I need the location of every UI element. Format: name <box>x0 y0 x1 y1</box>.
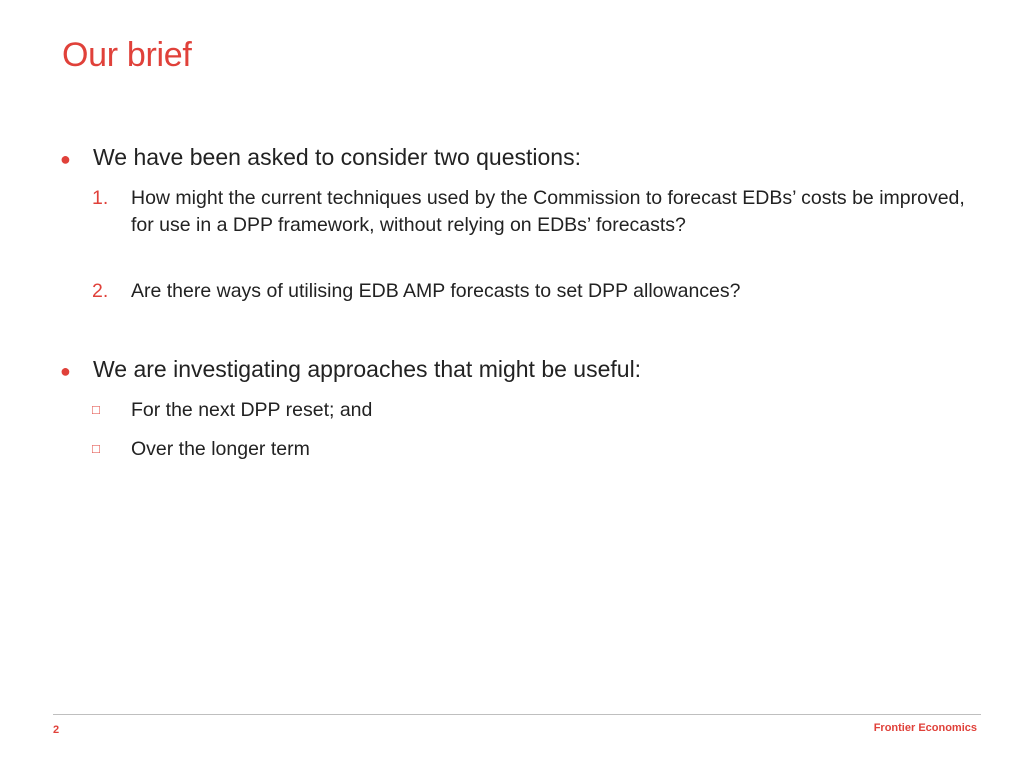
slide-title: Our brief <box>62 36 192 74</box>
footer-brand: Frontier Economics <box>873 722 977 734</box>
bullet-text: We have been asked to consider two questions: <box>93 144 581 170</box>
square-bullet-icon: □ <box>92 441 100 456</box>
square-bullet-icon: □ <box>92 402 100 417</box>
approach-item-1 <box>92 397 981 425</box>
page-number: 2 <box>53 724 60 736</box>
question-item-1 <box>92 185 981 239</box>
bullet-text: We are investigating approaches that might be useful: <box>93 356 642 382</box>
bullet-approaches <box>60 356 641 383</box>
question-text: Are there ways of utilising EDB AMP forecasts to set DPP allowances? <box>131 280 741 302</box>
approach-item-2 <box>92 436 981 464</box>
bullet-questions <box>60 144 581 171</box>
question-item-2 <box>92 278 981 305</box>
list-number: 1. <box>92 187 109 209</box>
approach-text: For the next DPP reset; and <box>131 399 373 421</box>
footer-divider <box>53 714 981 715</box>
bullet-dot-icon: ● <box>60 149 71 169</box>
list-number: 2. <box>92 280 109 302</box>
question-text: How might the current techniques used by the Commission to forecast EDBs’ costs be improved, for use in a DPP framework, without relying on EDBs’ forecasts? <box>131 187 965 236</box>
approach-text: Over the longer term <box>131 438 310 460</box>
bullet-dot-icon: ● <box>60 361 71 381</box>
